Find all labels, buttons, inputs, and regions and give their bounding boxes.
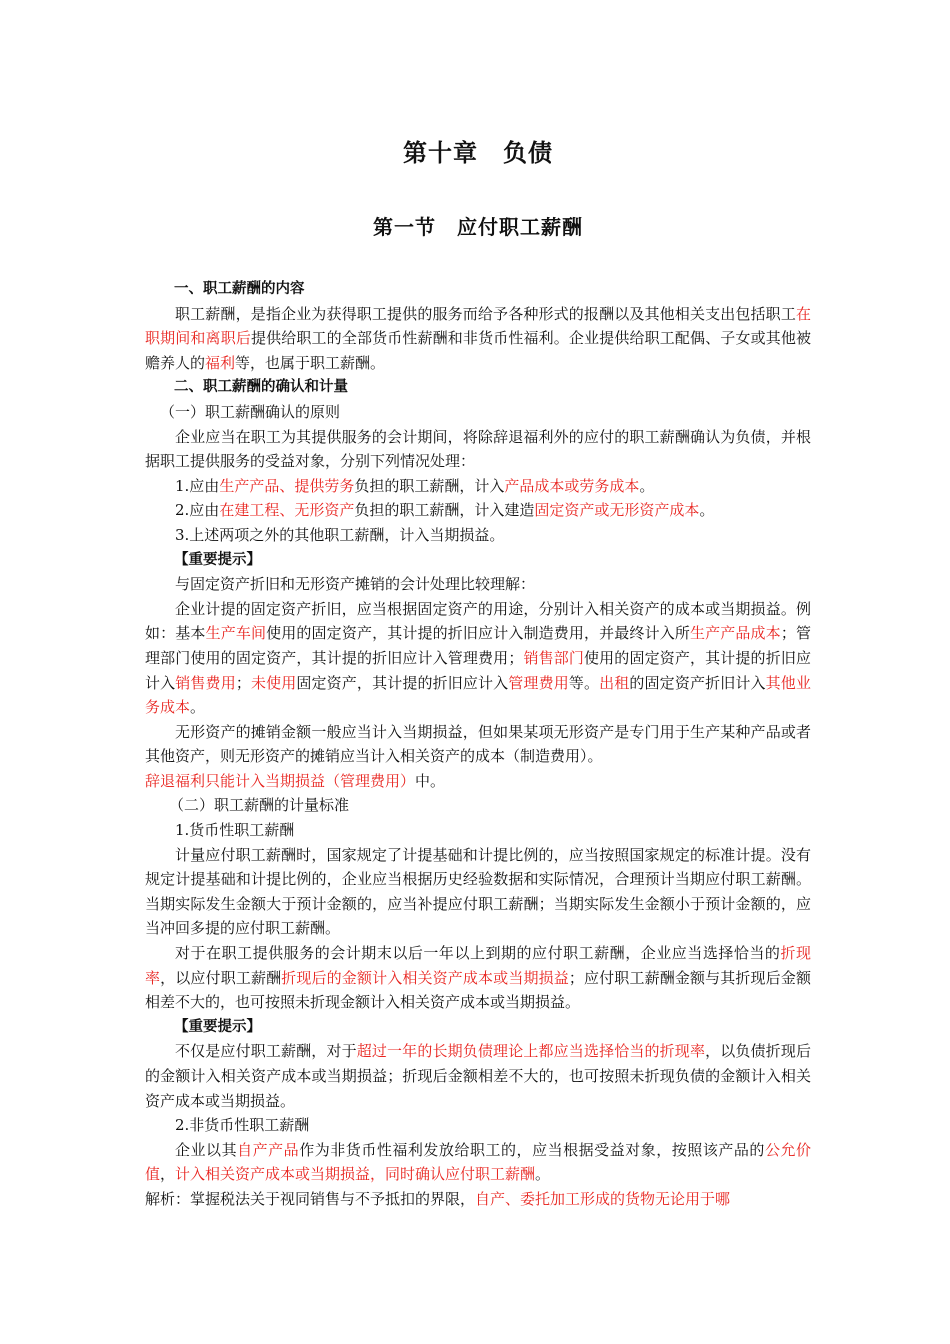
highlighted-text: 在职期间和离职后: [145, 304, 811, 348]
text-run: 使用的固定资产，其计提的折旧应计入: [145, 648, 811, 692]
text-run: 中。: [415, 771, 446, 790]
text-run: 计量应付职工薪酬时，国家规定了计提基础和计提比例的，应当按照国家规定的标准计提。没有规定计提基础和计提比例的，企业应当根据历史经验数据和实际情况，合理预计当期应付职工薪酬。当期实际发生金额大于预计金额的，应当补提应付职工薪酬；当期实际发生金额小于预计金额的，应当冲回多提的应付职工薪酬。: [145, 845, 811, 938]
text-run: 负担的职工薪酬，计入建造: [354, 501, 535, 520]
paragraph: [145, 843, 811, 941]
text-run: ；应付职工薪酬金额与其折现后金额相差不大的，也可按照未折现金额计入相关资产成本或当期损益。: [145, 968, 811, 1012]
text-run: 。: [535, 1165, 551, 1184]
section-heading: [145, 548, 811, 573]
highlighted-text: 自产、委托加工形成的货物无论用于哪: [475, 1189, 731, 1208]
highlighted-text: 生产车间: [205, 624, 267, 643]
text-run: 职工薪酬，是指企业为获得职工提供的服务而给予各种形式的报酬以及其他相关支出包括职工: [175, 304, 796, 323]
highlighted-text: 超过一年的长期负债理论上都应当选择恰当的折现率: [356, 1042, 706, 1061]
text-run: 1.应由: [175, 476, 220, 495]
highlighted-text: 福利: [205, 353, 236, 372]
highlighted-text: 自产产品: [237, 1140, 300, 1159]
text-run: 不仅是应付职工薪酬，对于: [175, 1042, 357, 1061]
text-run: 【重要提示】: [174, 1018, 261, 1035]
text-run: 二、职工薪酬的确认和计量: [174, 379, 348, 396]
text-run: ，以负债折现后的金额计入相关资产成本或当期损益；折现后金额相差不大的，也可按照未折现负债的金额计入相关资产成本或当期损益。: [145, 1042, 811, 1110]
text-run: （一）职工薪酬确认的原则: [160, 402, 341, 421]
paragraph: [145, 793, 811, 818]
paragraph: [145, 818, 811, 843]
text-run: 等。: [568, 673, 600, 692]
text-run: 使用的固定资产，其计提的折旧应计入制造费用，并最终计入所: [266, 624, 690, 643]
highlighted-text: 公允价值: [145, 1140, 811, 1184]
highlighted-text: 其他业务成本: [145, 673, 811, 717]
paragraph: [145, 1138, 811, 1187]
highlighted-text: 折现后的金额计入相关资产成本或当期损益: [281, 968, 569, 987]
paragraph: [145, 769, 811, 794]
paragraph: [145, 720, 811, 769]
paragraph: [145, 597, 811, 720]
section-heading: [145, 375, 811, 400]
highlighted-text: 生产产品成本: [689, 624, 781, 643]
text-run: 一、职工薪酬的内容: [174, 281, 305, 297]
text-run: ，以应付职工薪酬: [160, 968, 282, 987]
highlighted-text: 固定资产或无形资产成本: [534, 501, 700, 520]
highlighted-text: 计入相关资产成本或当期损益，同时确认应付职工薪酬: [175, 1165, 536, 1184]
text-run: 企业应当在职工为其提供服务的会计期间，将除辞退福利外的应付的职工薪酬确认为负债，并根据职工提供服务的受益对象，分别下列情况处理：: [145, 427, 811, 471]
paragraph: [145, 941, 811, 1015]
paragraph: [145, 302, 811, 376]
paragraph: [145, 572, 811, 597]
highlighted-text: 管理费用: [508, 673, 569, 692]
text-run: 【重要提示】: [174, 551, 261, 568]
text-run: 企业计提的固定资产折旧，应当根据固定资产的用途，分别计入相关资产的成本或当期损益。例如：基本: [145, 599, 811, 643]
text-run: 3.上述两项之外的其他职工薪酬，计入当期损益。: [175, 525, 505, 544]
text-run: 。: [699, 501, 715, 520]
paragraph: [145, 1187, 811, 1212]
text-run: 固定资产，其计提的折旧应计入: [296, 673, 509, 692]
text-run: 等，也属于职工薪酬。: [235, 353, 386, 372]
text-run: 2.非货币性职工薪酬: [175, 1116, 310, 1135]
highlighted-text: 销售部门: [523, 648, 585, 667]
text-run: 解析：掌握税法关于视同销售与不予抵扣的界限，: [145, 1189, 476, 1208]
section-heading: [145, 1015, 811, 1040]
text-run: 对于在职工提供服务的会计期末以后一年以上到期的应付职工薪酬，企业应当选择恰当的: [175, 944, 781, 963]
highlighted-text: 折现率: [145, 944, 811, 987]
text-run: 的固定资产折旧计入: [629, 673, 766, 692]
text-run: （二）职工薪酬的计量标准: [169, 796, 350, 815]
document-body: [145, 277, 811, 1212]
text-run: ；管理部门使用的固定资产，其计提的折旧应计入管理费用；: [145, 624, 811, 667]
section-title: 第一节 应付职工薪酬: [373, 215, 583, 239]
paragraph: [145, 1039, 811, 1113]
chapter-title: 第十章 负债: [403, 139, 553, 167]
highlighted-text: 产品成本或劳务成本: [504, 476, 640, 495]
text-run: 无形资产的摊销金额一般应当计入当期损益，但如果某项无形资产是专门用于生产某种产品或者其他资产，则无形资产的摊销应当计入相关资产的成本（制造费用）。: [145, 722, 811, 766]
paragraph: [145, 400, 811, 425]
text-run: 企业以其: [175, 1140, 238, 1159]
highlighted-text: 出租: [599, 673, 630, 692]
paragraph: [145, 474, 811, 499]
text-run: 2.应由: [175, 501, 220, 520]
paragraph: [145, 1113, 811, 1138]
section-heading: [145, 277, 811, 302]
paragraph: [145, 498, 811, 523]
highlighted-text: 未使用: [250, 673, 297, 692]
paragraph: [145, 523, 811, 548]
text-run: 1.货币性职工薪酬: [175, 821, 295, 840]
highlighted-text: 在建工程、无形资产: [219, 501, 355, 520]
text-run: 负担的职工薪酬，计入: [354, 476, 505, 495]
text-run: ，: [160, 1165, 176, 1184]
text-run: 作为非货币性福利发放给职工的，应当根据受益对象，按照该产品的: [299, 1140, 765, 1159]
highlighted-text: 辞退福利只能计入当期损益（管理费用）: [145, 771, 416, 790]
paragraph: [145, 425, 811, 474]
text-run: ；: [235, 673, 251, 692]
text-run: 与固定资产折旧和无形资产摊销的会计处理比较理解：: [175, 575, 536, 594]
text-run: 。: [639, 476, 655, 495]
highlighted-text: 销售费用: [175, 673, 236, 692]
text-run: 。: [190, 698, 206, 717]
text-run: 提供给职工的全部货币性薪酬和非货币性福利。企业提供给职工配偶、子女或其他被赡养人的: [145, 329, 811, 372]
highlighted-text: 生产产品、提供劳务: [219, 476, 355, 495]
